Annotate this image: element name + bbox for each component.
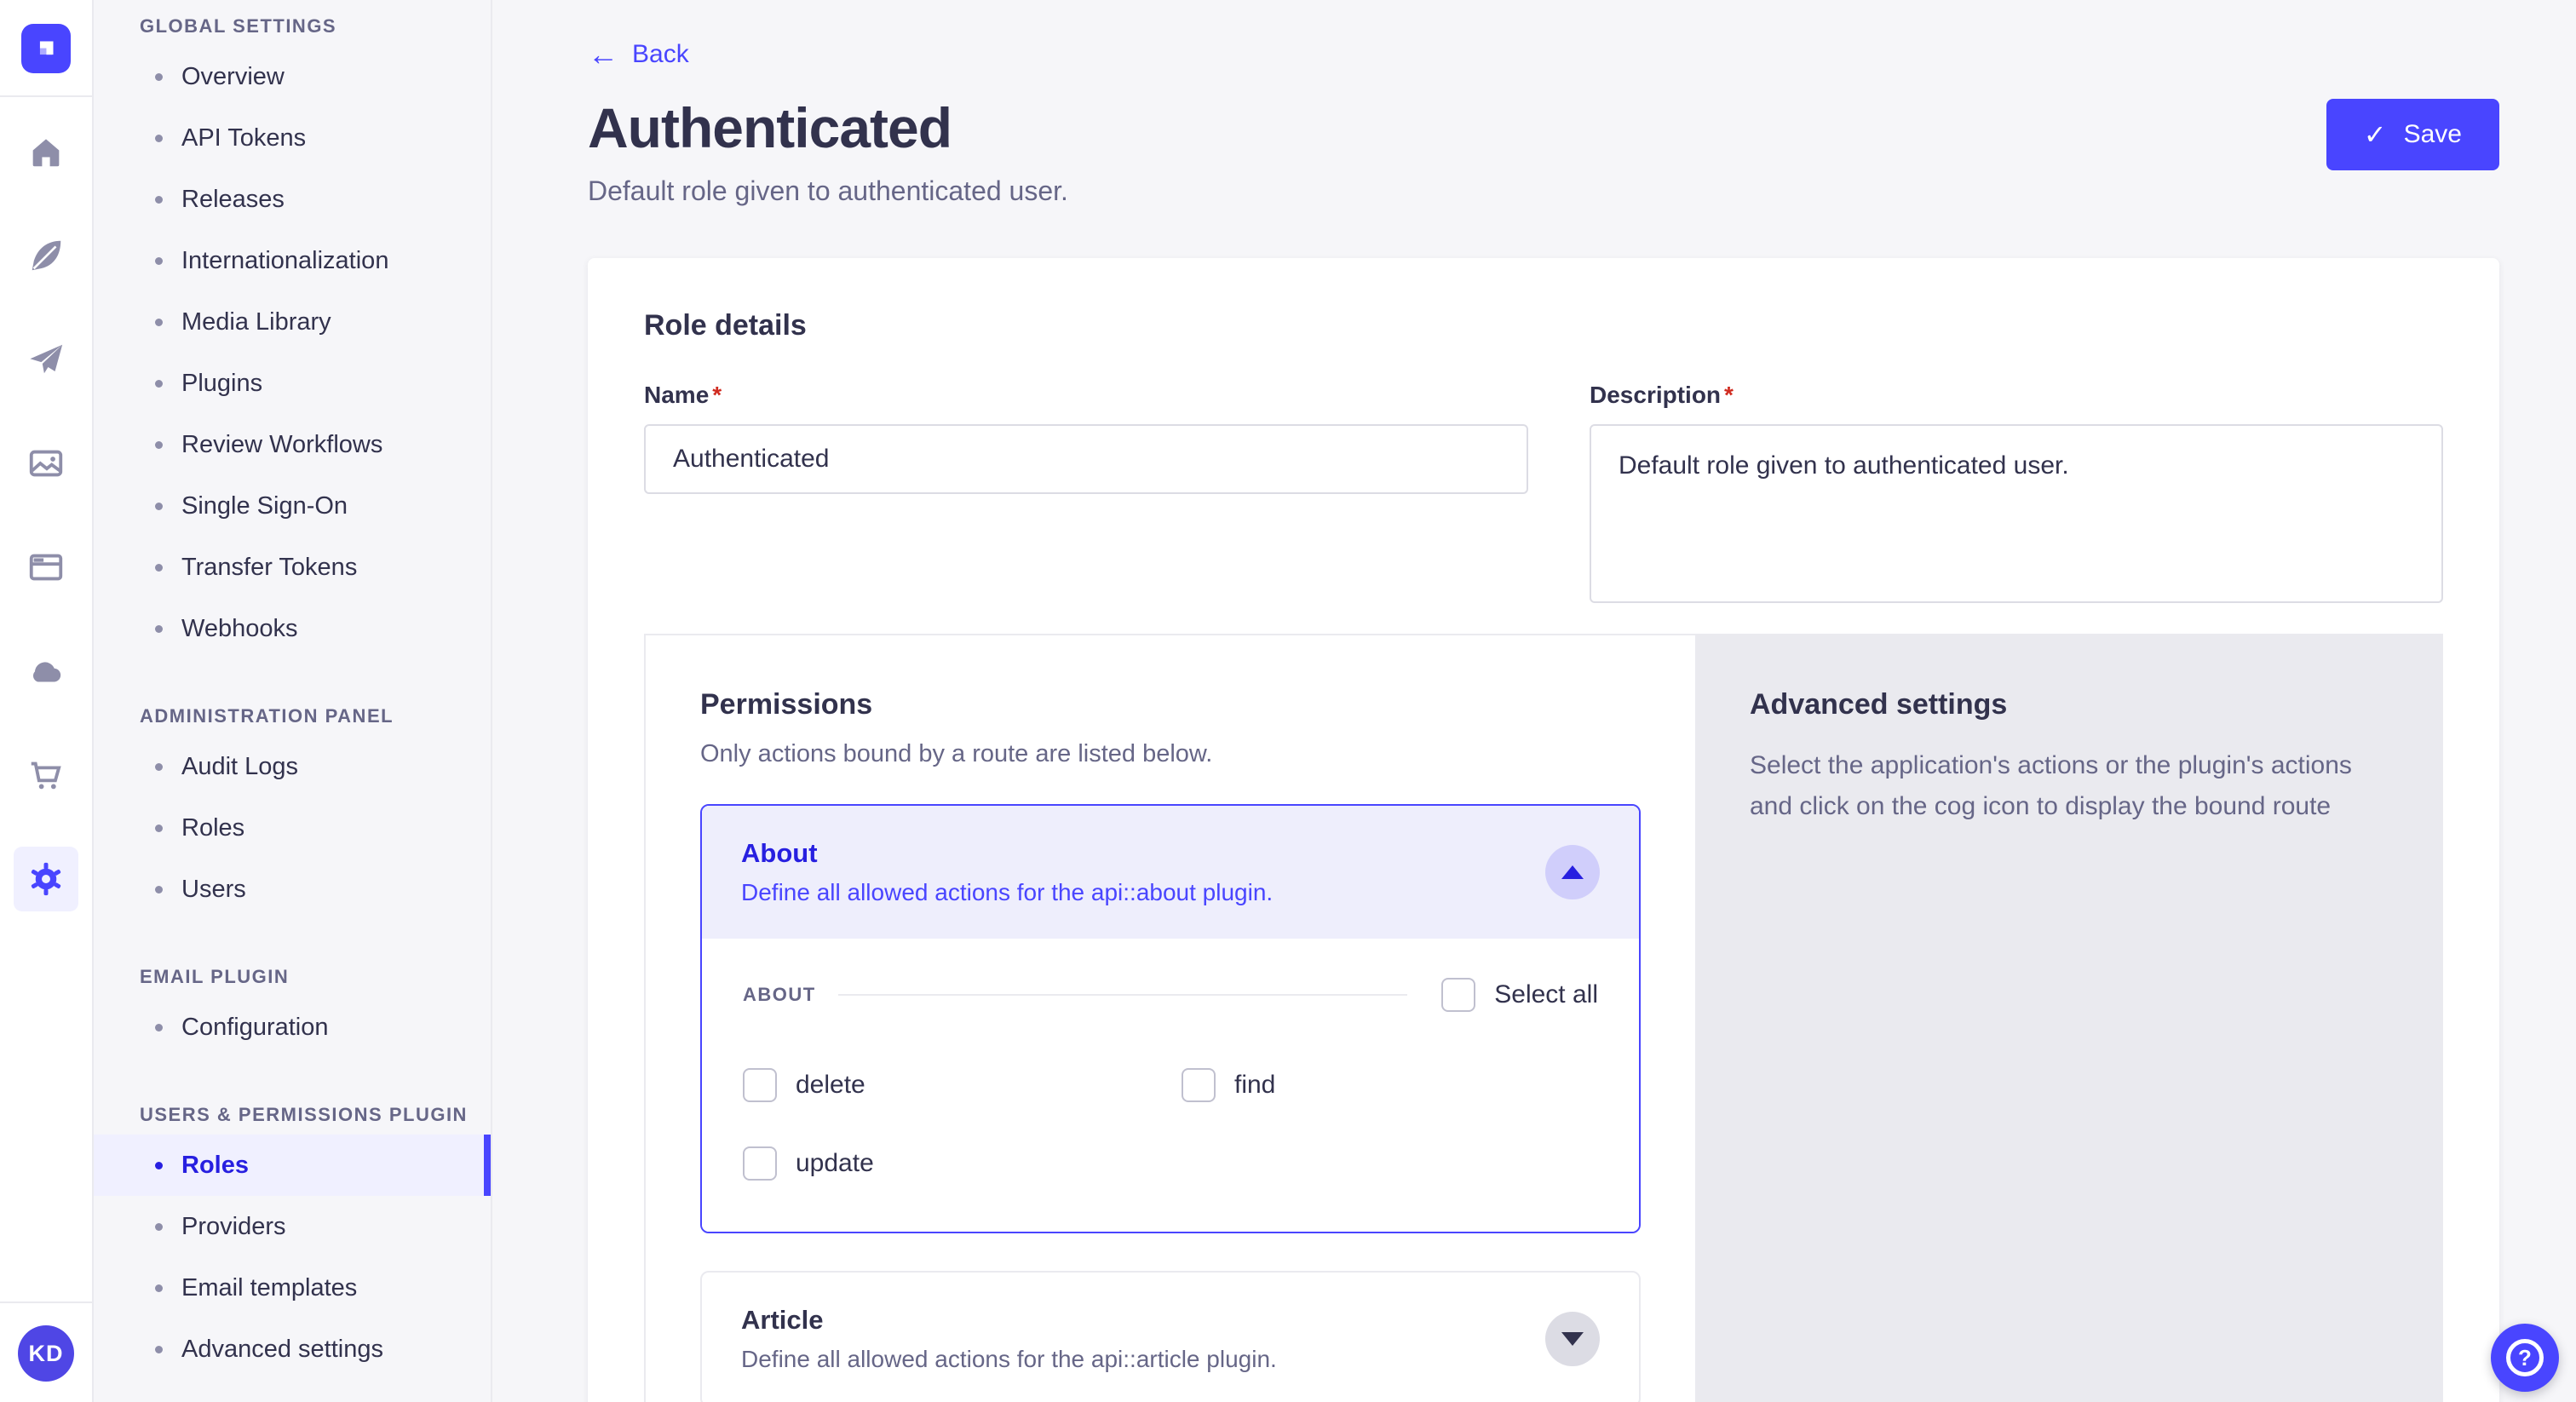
about-group-label: ABOUT — [743, 984, 816, 1005]
sidebar-item-label: Transfer Tokens — [181, 553, 358, 581]
update-checkbox[interactable] — [743, 1146, 777, 1181]
sidebar-item-overview[interactable] — [94, 46, 491, 107]
sidebar-item-label: Overview — [181, 62, 285, 90]
sidebar-item-transfer-tokens[interactable] — [94, 537, 491, 598]
advanced-settings-panel — [1695, 635, 2441, 1402]
sidebar-item-internationalization[interactable] — [94, 230, 491, 291]
expand-button[interactable] — [1545, 1312, 1600, 1366]
rail-divider-bottom — [0, 1301, 92, 1303]
permissions-heading: Permissions — [700, 688, 873, 721]
sidebar-item-label: API Tokens — [181, 124, 307, 152]
name-label: Name * — [644, 382, 722, 408]
bullet-icon — [155, 319, 163, 326]
name-field[interactable] — [644, 424, 1528, 494]
sidebar-item-providers[interactable] — [94, 1196, 491, 1257]
delete-label: delete — [796, 1071, 865, 1099]
bullet-icon — [155, 763, 163, 771]
bullet-icon — [155, 73, 163, 81]
sidebar-item-label: Email templates — [181, 1273, 358, 1301]
avatar[interactable]: KD — [18, 1325, 74, 1382]
select-all-label: Select all — [1494, 980, 1598, 1008]
chevron-down-icon — [1561, 1332, 1584, 1346]
bullet-icon — [155, 1162, 163, 1169]
bullet-icon — [155, 441, 163, 449]
save-button-label: Save — [2403, 120, 2462, 148]
sidebar-item-label: Roles — [181, 1151, 249, 1179]
back-label: Back — [632, 40, 689, 68]
subnav-section-administration-panel: ADMINISTRATION PANEL — [140, 705, 394, 727]
sidebar-item-label: Audit Logs — [181, 752, 299, 780]
sidebar-item-users[interactable] — [94, 859, 491, 920]
sidebar-item-label: Review Workflows — [181, 430, 383, 458]
sidebar-item-media-library[interactable] — [94, 291, 491, 353]
sidebar-item-configuration[interactable] — [94, 997, 491, 1058]
accordion-about-title: About — [741, 838, 818, 868]
bullet-icon — [155, 625, 163, 633]
check-icon: ✓ — [2363, 119, 2387, 150]
description-field[interactable] — [1590, 424, 2443, 603]
accordion-about-description: Define all allowed actions for the api::about plugin. — [741, 879, 1274, 905]
permissions-subtitle: Only actions bound by a route are listed below. — [700, 740, 1213, 767]
sidebar-item-label: Releases — [181, 185, 285, 213]
collapse-button[interactable] — [1545, 845, 1600, 899]
sidebar-item-label: Users — [181, 875, 246, 903]
main-content — [492, 0, 2576, 1402]
accordion-article-header[interactable] — [702, 1273, 1639, 1402]
role-card — [588, 258, 2499, 1402]
sidebar-item-single-sign-on[interactable] — [94, 475, 491, 537]
description-label: Description * — [1590, 382, 1734, 408]
back-link[interactable] — [588, 39, 689, 70]
feather-icon[interactable] — [14, 223, 78, 288]
sidebar-item-label: Configuration — [181, 1013, 329, 1041]
sidebar-item-api-tokens[interactable] — [94, 107, 491, 169]
subnav-section-email-plugin: EMAIL PLUGIN — [140, 966, 290, 987]
cart-icon[interactable] — [14, 743, 78, 807]
advanced-settings-heading: Advanced settings — [1750, 688, 2008, 721]
accordion-about-header[interactable] — [702, 806, 1639, 939]
bullet-icon — [155, 135, 163, 142]
sidebar-item-label: Plugins — [181, 369, 263, 397]
bullet-icon — [155, 1284, 163, 1292]
sidebar-item-label: Webhooks — [181, 614, 298, 642]
sidebar-item-label: Advanced settings — [181, 1335, 383, 1363]
sidebar-item-email-templates[interactable] — [94, 1257, 491, 1319]
arrow-left-icon: ← — [588, 37, 618, 72]
media-library-icon[interactable] — [14, 431, 78, 496]
accordion-article — [700, 1271, 1641, 1402]
home-icon[interactable] — [14, 119, 78, 184]
bullet-icon — [155, 564, 163, 572]
page-subtitle: Default role given to authenticated user. — [588, 175, 1068, 206]
settings-subnav — [94, 0, 492, 1402]
sidebar-item-label: Single Sign-On — [181, 491, 348, 520]
update-label: update — [796, 1149, 874, 1177]
sidebar-item-audit-logs[interactable] — [94, 736, 491, 797]
sidebar-item-webhooks[interactable] — [94, 598, 491, 659]
sidebar-item-label: Internationalization — [181, 246, 389, 274]
rail-divider — [0, 95, 92, 97]
bullet-icon — [155, 1024, 163, 1031]
sidebar-item-review-workflows[interactable] — [94, 414, 491, 475]
find-label: find — [1234, 1071, 1276, 1099]
icon-rail — [0, 0, 94, 1402]
sidebar-item-label: Roles — [181, 813, 245, 842]
bullet-icon — [155, 503, 163, 510]
paper-plane-icon[interactable] — [14, 327, 78, 392]
required-asterisk: * — [1724, 382, 1734, 408]
chevron-up-icon — [1561, 865, 1584, 879]
role-details-heading: Role details — [644, 309, 807, 342]
sidebar-item-up-roles[interactable] — [94, 1135, 491, 1196]
sidebar-item-label: Media Library — [181, 307, 331, 336]
page-title: Authenticated — [588, 96, 952, 159]
delete-checkbox[interactable] — [743, 1068, 777, 1102]
sidebar-item-plugins[interactable] — [94, 353, 491, 414]
strapi-logo[interactable] — [21, 24, 71, 73]
required-asterisk: * — [712, 382, 722, 408]
layout-icon[interactable] — [14, 535, 78, 600]
bullet-icon — [155, 257, 163, 265]
sidebar-item-label: Providers — [181, 1212, 286, 1240]
question-mark-icon: ? — [2506, 1339, 2544, 1376]
advanced-settings-description: Select the application's actions or the plugin's actions and click on the cog icon to display the bound route — [1750, 751, 2352, 820]
bullet-icon — [155, 1346, 163, 1353]
sidebar-item-releases[interactable] — [94, 169, 491, 230]
help-button[interactable] — [2491, 1324, 2559, 1392]
cloud-icon[interactable] — [14, 639, 78, 704]
bullet-icon — [155, 380, 163, 388]
gear-icon[interactable] — [14, 847, 78, 911]
bullet-icon — [155, 196, 163, 204]
permissions-panel — [646, 635, 1695, 1402]
accordion-article-description: Define all allowed actions for the api::article plugin. — [741, 1346, 1277, 1372]
bullet-icon — [155, 886, 163, 893]
save-button[interactable] — [2326, 99, 2499, 170]
accordion-about — [700, 804, 1641, 1233]
bullet-icon — [155, 1223, 163, 1231]
sidebar-item-admin-roles[interactable] — [94, 797, 491, 859]
group-divider — [838, 994, 1408, 996]
select-all-checkbox[interactable] — [1441, 978, 1475, 1012]
accordion-article-title: Article — [741, 1305, 824, 1335]
subnav-section-users-permissions-plugin: USERS & PERMISSIONS PLUGIN — [140, 1104, 468, 1125]
sidebar-item-advanced-settings[interactable] — [94, 1319, 491, 1380]
find-checkbox[interactable] — [1182, 1068, 1216, 1102]
subnav-section-global-settings: GLOBAL SETTINGS — [140, 15, 337, 37]
strapi-logo-glyph — [32, 34, 60, 63]
bullet-icon — [155, 825, 163, 832]
